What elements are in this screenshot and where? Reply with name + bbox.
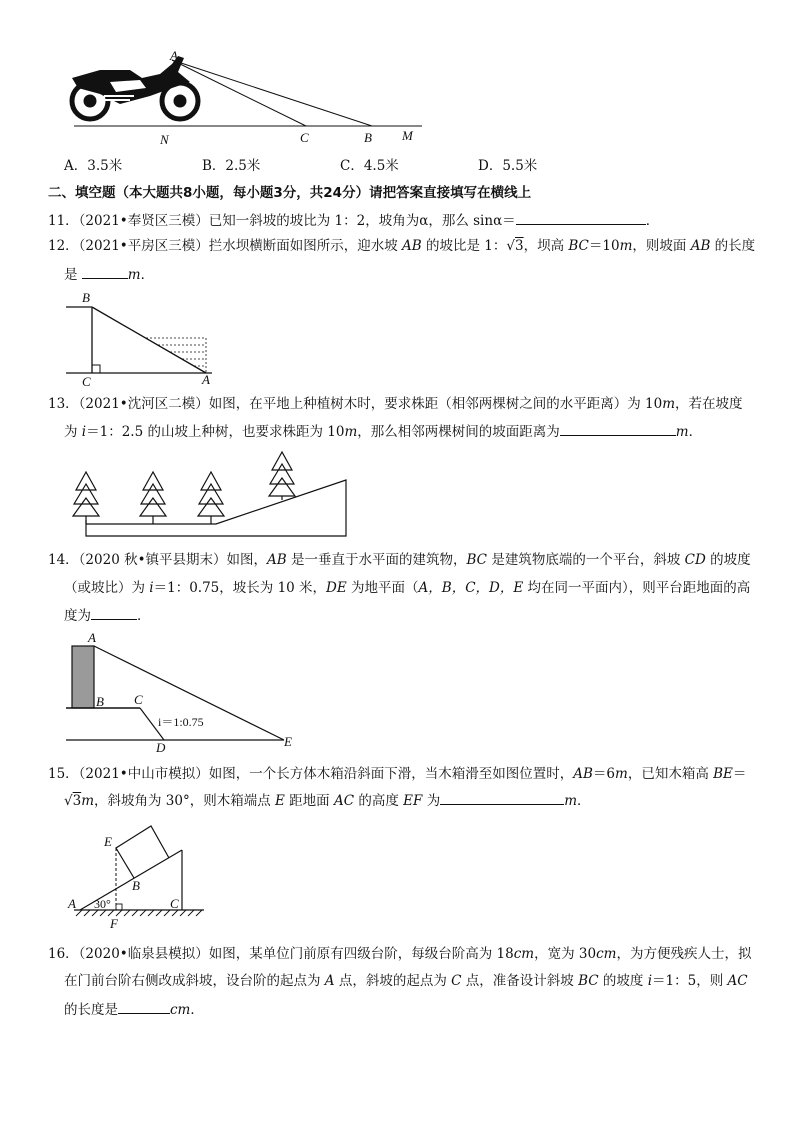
q14-cd: CD: [684, 552, 706, 568]
tree-icon: [73, 472, 99, 524]
q10-label-m: M: [402, 128, 413, 143]
q14-line2-a: （或坡比）为: [64, 580, 150, 596]
q15-label-c: C: [170, 896, 179, 911]
q12-unit-m: m: [619, 238, 633, 254]
tree-icon: [198, 472, 224, 524]
q15-unit-m2: m: [81, 793, 95, 809]
q12-line2: [64, 264, 154, 285]
q14-line3-a: 度为: [64, 608, 91, 624]
q12-line2-a: 是: [64, 267, 82, 283]
q13-line2-c: ，那么相邻两棵树间的坡面距离为: [357, 424, 560, 440]
q13-answer-blank[interactable]: [560, 421, 676, 436]
q15-ef: EF: [403, 793, 423, 809]
q15-answer-blank[interactable]: [440, 790, 564, 805]
q13-line2-b: ＝1：2.5 的山坡上种树，也要求株距为 10: [86, 424, 345, 440]
q14-stem-c: 是建筑物底端的一个平台，斜坡: [487, 552, 685, 568]
motorcycle-icon: [72, 56, 198, 119]
building: [72, 646, 94, 708]
q11-text: [48, 210, 659, 231]
q15-be: BE: [713, 766, 733, 782]
q10-label-c: C: [300, 130, 309, 145]
q15-label-a: A: [68, 896, 76, 911]
q12-unit-m2: m: [127, 267, 141, 283]
q10-option-d: D．5.5米: [478, 158, 538, 174]
q11-answer-blank[interactable]: [516, 210, 646, 225]
q14-line1: [48, 550, 751, 570]
q15-stem-d: ＝: [732, 766, 747, 782]
q15-line2-d: 的高度: [354, 793, 404, 809]
q15-unit-m3: m: [564, 793, 578, 809]
q13-trees-figure: [66, 450, 356, 544]
q10-label-b: B: [364, 130, 372, 145]
q14-points: A，B，C，D，E: [418, 580, 524, 596]
q12-sqrt: √3: [506, 238, 524, 254]
q16-line3-a: 的长度是: [64, 1002, 118, 1018]
q13-unit-m1: m: [662, 396, 676, 412]
q11-stem: 11．（2021•奉贤区三模）已知一斜坡的坡比为 1：2，坡角为α，那么 sinα＝: [48, 213, 516, 229]
q14-stem-a: 14．（2020 秋•镇平县期末）如图，: [48, 552, 268, 568]
q13-line2: [64, 421, 702, 442]
q14-label-d: D: [156, 740, 166, 755]
q12-stem-f: 的长度: [710, 238, 756, 254]
q13-unit-m3: m: [675, 424, 689, 440]
q12-dam-figure: [66, 290, 226, 390]
q15-ac: AC: [333, 793, 355, 809]
q16-ac: AC: [727, 973, 748, 989]
q14-stem-b: 是一垂直于水平面的建筑物，: [286, 552, 467, 568]
q11-end: ．: [645, 213, 660, 229]
q12-stem-c: ，坝高: [523, 238, 569, 254]
q16-stem-a: 16．（2020•临泉县模拟）如图，某单位门前原有四级台阶，每级台阶高为 18: [48, 946, 514, 962]
q16-stem-c: ，为方便残疾人士，拟: [616, 946, 752, 962]
q15-label-e: E: [104, 834, 112, 849]
q15-line2: [64, 790, 591, 811]
q16-i: i: [647, 973, 653, 989]
q16-line2-d: 的坡度: [598, 973, 648, 989]
q16-unit-cm1: cm: [513, 946, 535, 962]
q12-stem-d: ＝10: [588, 238, 620, 254]
q15-stem-b: ＝6: [592, 766, 616, 782]
tree-icon: [140, 472, 166, 524]
q14-label-b: B: [96, 694, 104, 709]
q16-line2: [64, 971, 748, 991]
q16-stem-b: ，宽为 30: [534, 946, 597, 962]
q10-label-a: A: [170, 48, 178, 63]
q13-stem-a: 13．（2021•沈河区二模）如图，在平地上种植树木时，要求株距（相邻两棵树之间的水平距离）为 10: [48, 396, 663, 412]
q10-option-a: A．3.5米: [64, 158, 123, 174]
q10-option-c: C．4.5米: [340, 158, 399, 174]
q15-ab: AB: [573, 766, 593, 782]
q13-i: i: [81, 424, 87, 440]
q15-label-b: B: [132, 878, 140, 893]
q14-bc: BC: [466, 552, 488, 568]
q16-line2-a: 在门前台阶右侧改成斜坡，设台阶的起点为: [64, 973, 325, 989]
q13-unit-m2: m: [344, 424, 358, 440]
q16-unit-cm2: cm: [596, 946, 617, 962]
q16-a: A: [324, 973, 335, 989]
q15-angle-label: 30°: [94, 897, 111, 911]
q15-unit-m1: m: [615, 766, 628, 782]
q14-label-e: E: [284, 734, 292, 749]
q16-line2-e: ＝1：5，则: [652, 973, 728, 989]
q13-line2-end: ．: [688, 424, 703, 440]
q14-slope-label: i＝1:0.75: [158, 715, 204, 729]
q12-label-a: A: [202, 372, 210, 387]
q15-stem-a: 15．（2021•中山市模拟）如图，一个长方体木箱沿斜面下滑，当木箱滑至如图位置时，: [48, 766, 574, 782]
q12-stem-b: 的坡比是 1：: [421, 238, 507, 254]
tree-icon: [269, 452, 295, 500]
q15-e: E: [275, 793, 285, 809]
q14-line2: [64, 578, 750, 598]
q14-i: i: [149, 580, 154, 596]
q14-stem-d: 的坡度: [705, 552, 751, 568]
q14-line3-end: ．: [137, 608, 151, 624]
q14-label-a: A: [88, 630, 96, 645]
q14-building-figure: [66, 630, 306, 754]
q15-line2-e: 为: [422, 793, 441, 809]
q12-bc: BC: [568, 238, 589, 254]
q12-stem-a: 12．（2021•平房区三模）拦水坝横断面如图所示，迎水坡: [48, 238, 403, 254]
q14-de: DE: [326, 580, 347, 596]
q13-line2-a: 为: [64, 424, 82, 440]
q16-answer-blank[interactable]: [118, 999, 170, 1014]
q12-ab: AB: [402, 238, 422, 254]
q12-stem-e: ，则坡面: [632, 238, 691, 254]
q14-line2-c: 为地平面（: [346, 580, 419, 596]
q16-bc: BC: [578, 973, 599, 989]
q16-line2-c: 点，准备设计斜坡: [461, 973, 579, 989]
q12-label-c: C: [82, 374, 91, 389]
q16-line1: [48, 944, 751, 964]
section2-title: 二、填空题（本大题共8小题，每小题3分，共24分）请把答案直接填写在横线上: [48, 185, 532, 201]
q10-option-b: B．2.5米: [202, 158, 261, 174]
q15-line2-end: ．: [577, 793, 591, 809]
q14-label-c: C: [134, 692, 143, 707]
q15-line1: [48, 764, 746, 784]
q14-answer-blank[interactable]: [91, 605, 137, 620]
q15-line2-c: 距地面: [284, 793, 334, 809]
q12-ab2: AB: [690, 238, 711, 254]
q12-answer-blank[interactable]: [82, 264, 128, 279]
q16-line3: [64, 999, 204, 1020]
q12-label-b: B: [82, 290, 90, 305]
q16-unit-cm3: cm: [170, 1002, 191, 1018]
q16-line2-b: 点，斜坡的起点为: [334, 973, 452, 989]
q13-line1: [48, 394, 743, 414]
q16-c: C: [451, 973, 462, 989]
q12-line2-end: ．: [140, 267, 155, 283]
q15-sqrt: √3: [64, 793, 82, 809]
q14-line3: [64, 605, 151, 626]
q16-line3-end: ．: [190, 1002, 204, 1018]
q12-line1: [48, 236, 755, 256]
q14-line2-d: 均在同一平面内），则平台距地面的高: [523, 580, 751, 596]
q15-incline-figure: [66, 816, 216, 936]
q15-stem-c: ，已知木箱高: [627, 766, 714, 782]
q10-label-n: N: [160, 132, 169, 147]
q15-label-f: F: [110, 916, 118, 931]
q10-motorcycle-figure: [60, 48, 440, 148]
q13-stem-b: ，若在坡度: [675, 396, 743, 412]
q14-ab: AB: [267, 552, 287, 568]
q15-line2-b: ，斜坡角为 30°，则木箱端点: [94, 793, 276, 809]
q14-line2-b: ＝1：0.75，坡长为 10 米，: [153, 580, 327, 596]
